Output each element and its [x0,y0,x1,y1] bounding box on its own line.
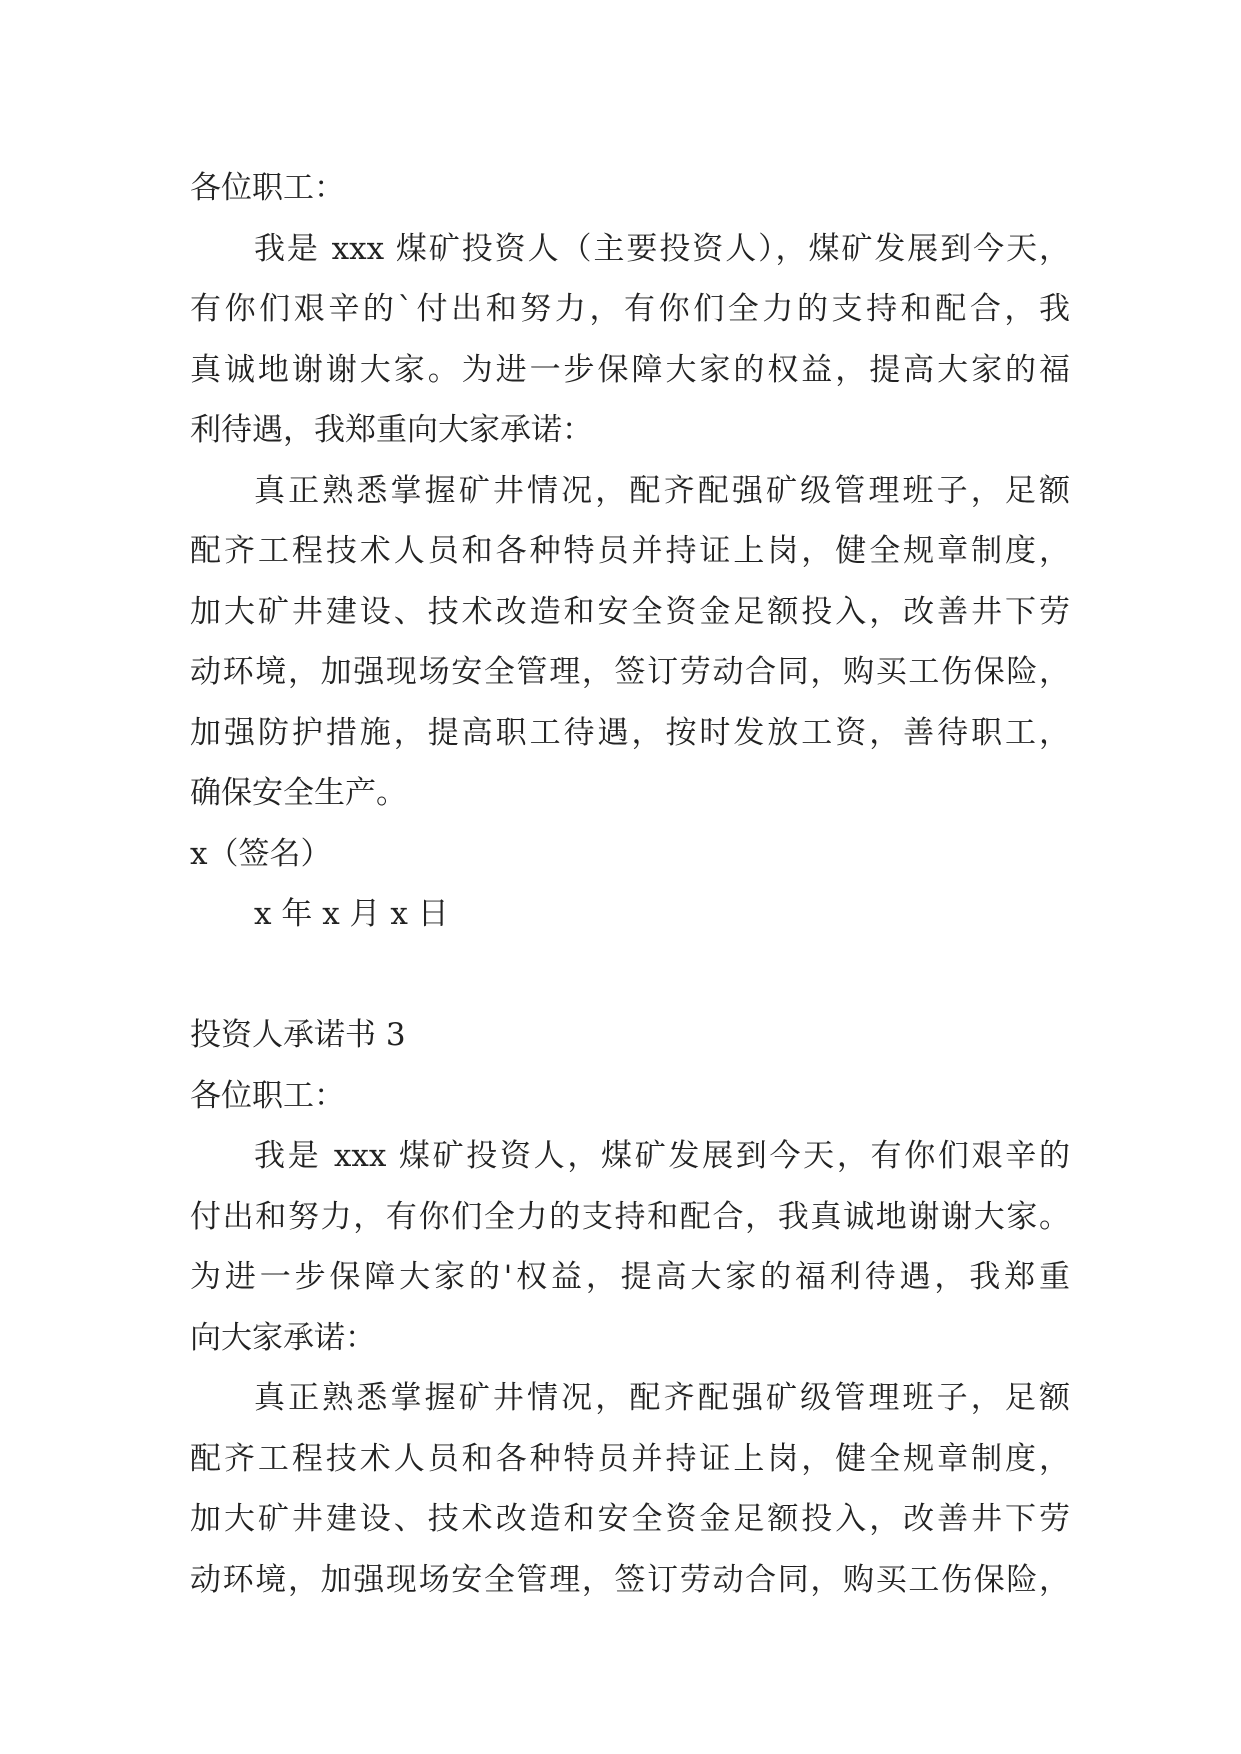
paragraph-line: 配齐工程技术人员和各种特员并持证上岗，健全规章制度， [190,1440,1070,1477]
salutation: 各位职工： [190,170,345,206]
promise-paragraph [190,1368,1070,1610]
intro-paragraph [190,219,1070,461]
paragraph-line: 配齐工程技术人员和各种特员并持证上岗，健全规章制度， [190,533,1070,569]
promise-paragraph [190,461,1070,824]
paragraph-line: 利待遇，我郑重向大家承诺： [190,412,593,448]
paragraph-line: 真正熟悉掌握矿井情况，配齐配强矿级管理班子，足额 [254,1380,1070,1416]
paragraph-line: 我是 xxx 煤矿投资人，煤矿发展到今天，有你们艰辛的 [254,1138,1070,1174]
signature-date: x 年 x 月 x 日 [254,896,449,932]
paragraph-line: 动环境，加强现场安全管理，签订劳动合同，购买工伤保险， [190,1561,1070,1598]
paragraph-line: 动环境，加强现场安全管理，签订劳动合同，购买工伤保险， [190,654,1070,690]
document-body [190,158,1070,1610]
paragraph-line: 确保安全生产。 [190,775,407,811]
paragraph-line: 加大矿井建设、技术改造和安全资金足额投入，改善井下劳 [190,593,1070,630]
paragraph-line: 我是 xxx 煤矿投资人（主要投资人），煤矿发展到今天， [254,230,1070,267]
paragraph-line: 为进一步保障大家的'权益，提高大家的福利待遇，我郑重 [190,1259,1070,1295]
paragraph-line: 加强防护措施，提高职工待遇，按时发放工资，善待职工， [190,714,1070,751]
paragraph-line: 真正熟悉掌握矿井情况，配齐配强矿级管理班子，足额 [254,472,1070,509]
intro-paragraph [190,1126,1070,1368]
salutation: 各位职工： [190,1077,345,1114]
paragraph-line: 真诚地谢谢大家。为进一步保障大家的权益，提高大家的福 [190,351,1070,388]
paragraph-line: 加大矿井建设、技术改造和安全资金足额投入，改善井下劳 [190,1501,1070,1537]
signature: x（签名） [190,835,332,872]
section-title: 投资人承诺书 3 [190,1017,406,1053]
section-spacer [190,945,1070,1006]
paragraph-line: 向大家承诺： [190,1319,376,1356]
paragraph-line: 有你们艰辛的`付出和努力，有你们全力的支持和配合，我 [190,291,1070,327]
paragraph-line: 付出和努力，有你们全力的支持和配合，我真诚地谢谢大家。 [190,1198,1070,1235]
